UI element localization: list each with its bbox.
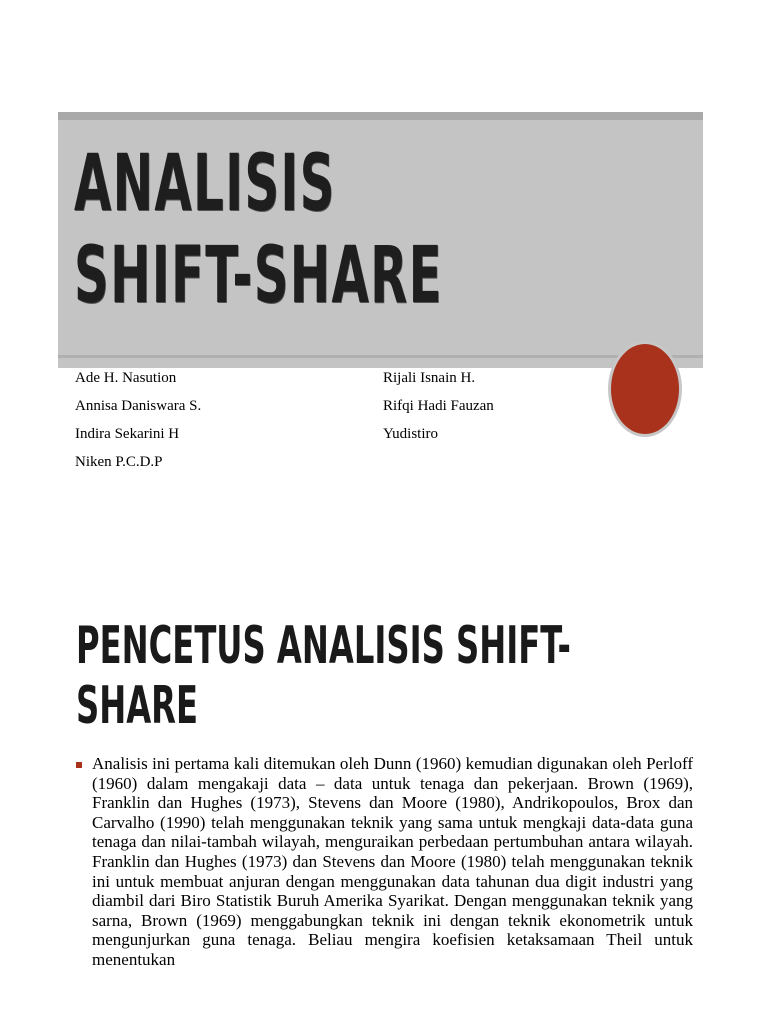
author-name: Niken P.C.D.P bbox=[75, 454, 163, 470]
title-band-top-stripe bbox=[58, 112, 703, 120]
section-title-line-2: SHARE bbox=[76, 676, 199, 736]
slide-title-line-2: SHIFT-SHARE bbox=[74, 231, 443, 321]
author-name: Ade H. Nasution bbox=[75, 370, 177, 386]
author-name: Indira Sekarini H bbox=[75, 426, 180, 442]
bullet-paragraph: Analisis ini pertama kali ditemukan oleh Dunn (1960) kemudian digunakan oleh Perloff (1960) dalam mengakaji data – data untuk tenaga dan pekerjaan. Brown (1969), Franklin dan Hughes (1973), Stevens dan Moore (1980), Andrikopoulos, Brox dan Carvalho (1990) telah menggunakan teknik yang sama untuk mengkaji data-data guna tenaga dan nilai-tambah wilayah, menguraikan perbedaan pertumbuhan antara wilayah. Franklin dan Hughes (1973) dan Stevens dan Moore (1980) telah menggunakan teknik ini untuk membuat anjuran dengan menggunakan data tahunan dua digit industri yang diambil dari Biro Statistik Buruh Amerika Syarikat. Dengan menggunakan teknik yang sarna, Brown (1969) menggabungkan teknik ini dengan teknik ekonometrik untuk mengunjurkan guna tenaga. Beliau mengira koefisien ketaksamaan Theil untuk menentukan bbox=[92, 754, 693, 969]
author-name: Rijali Isnain H. bbox=[383, 370, 476, 386]
author-name: Yudistiro bbox=[383, 426, 439, 442]
author-name: Annisa Daniswara S. bbox=[75, 398, 202, 414]
title-band-bottom-stripe bbox=[58, 355, 703, 358]
section-title bbox=[76, 616, 571, 736]
slide-title-line-1: ANALISIS bbox=[74, 139, 336, 229]
author-name: Rifqi Hadi Fauzan bbox=[383, 398, 494, 414]
bullet-square-icon bbox=[76, 762, 82, 768]
slide-title bbox=[74, 138, 443, 322]
section-title-line-1: PENCETUS ANALISIS SHIFT- bbox=[76, 616, 571, 676]
decorative-circle-icon bbox=[608, 341, 682, 437]
author-list-left bbox=[75, 364, 201, 476]
author-list-right bbox=[383, 364, 494, 448]
